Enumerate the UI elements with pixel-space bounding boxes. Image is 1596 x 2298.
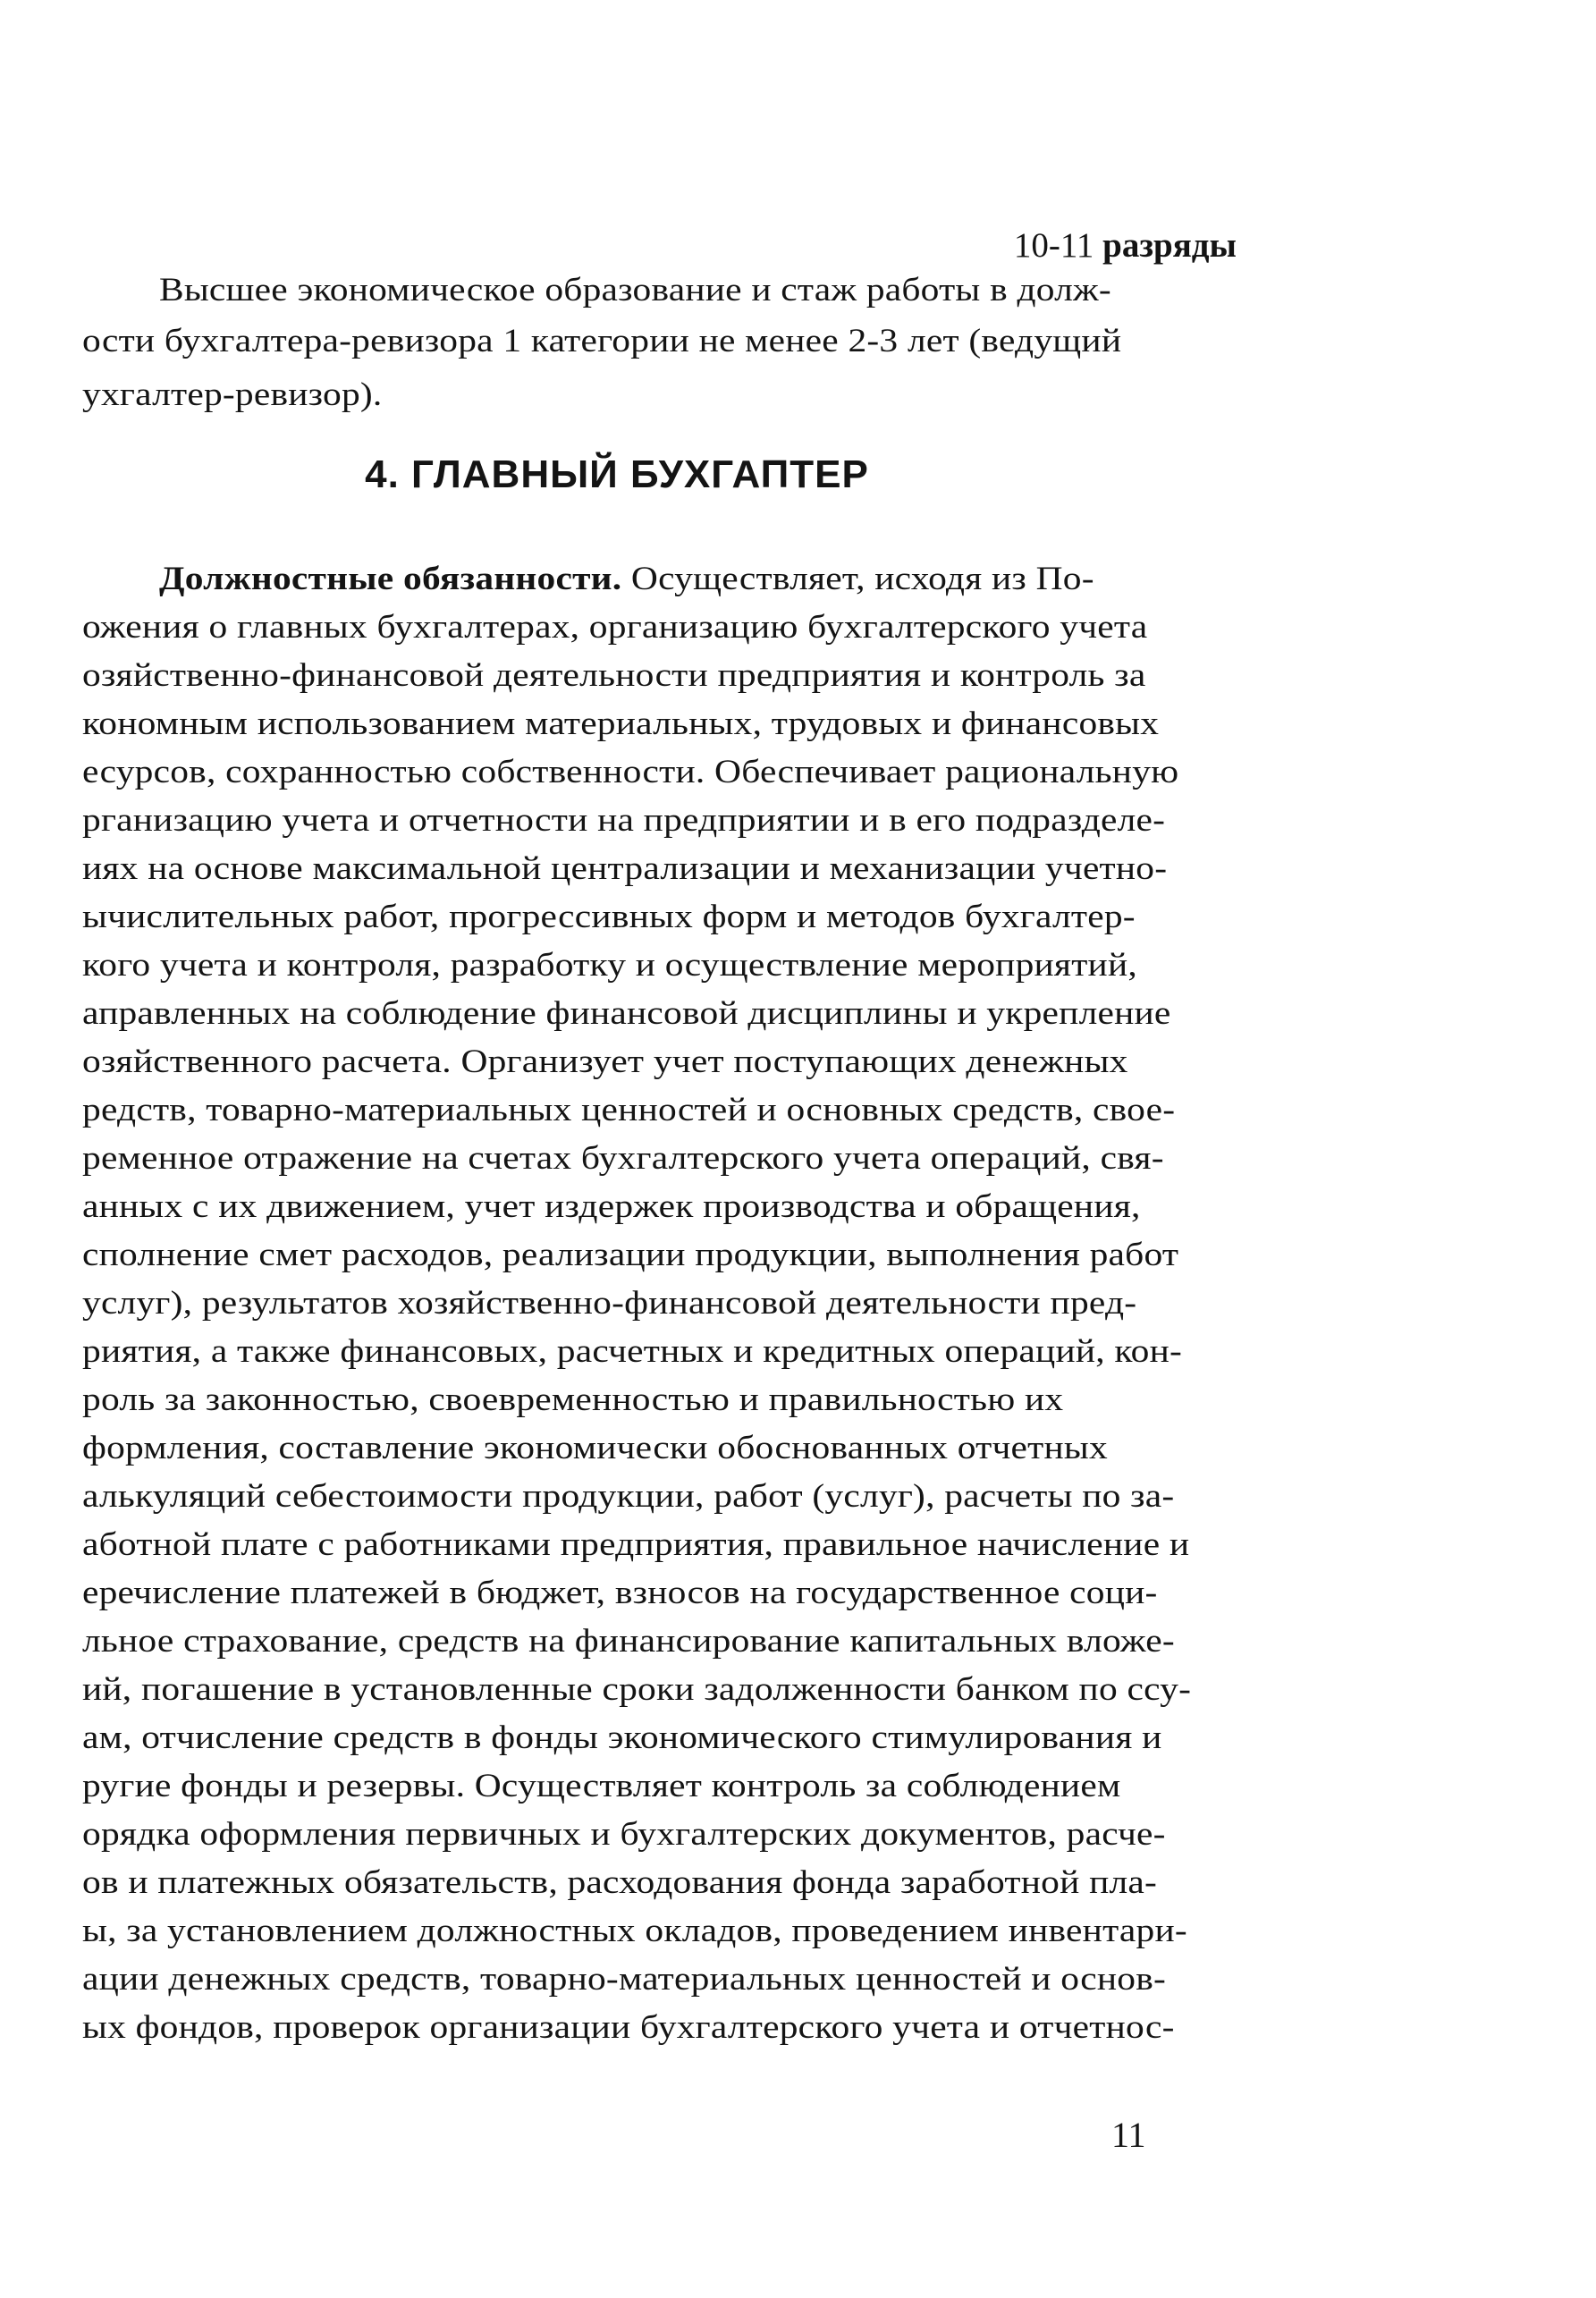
duties-line: риятия, а также финансовых, расчетных и кредитных операций, кон- bbox=[82, 1333, 1183, 1370]
duties-lead: Должностные обязанности. bbox=[159, 561, 622, 597]
duties-line: ий, погашение в установленные сроки задолженности банком по ссу- bbox=[82, 1671, 1192, 1708]
section-title: 4. ГЛАВНЫЙ БУХГАПТЕР bbox=[365, 452, 869, 496]
duties-line: ых фондов, проверок организации бухгалтерского учета и отчетнос- bbox=[82, 2009, 1175, 2046]
duties-line: ременное отражение на счетах бухгалтерского учета операций, свя- bbox=[82, 1140, 1164, 1177]
duties-line: алькуляций себестоимости продукции, работ (услуг), расчеты по за- bbox=[82, 1478, 1175, 1515]
duties-first-line bbox=[159, 560, 1094, 599]
duties-line: ругие фонды и резервы. Осуществляет контроль за соблюдением bbox=[82, 1768, 1121, 1804]
duties-line: озяйственного расчета. Организует учет поступающих денежных bbox=[82, 1043, 1128, 1080]
duties-line: озяйственно-финансовой деятельности предприятия и контроль за bbox=[82, 657, 1146, 694]
duties-line: ычислительных работ, прогрессивных форм и методов бухгалтер- bbox=[82, 899, 1136, 935]
rank-heading bbox=[1014, 225, 1237, 266]
duties-line: анных с их движением, учет издержек производства и обращения, bbox=[82, 1188, 1141, 1225]
page-number: 11 bbox=[1111, 2115, 1146, 2155]
requirements-line: Высшее экономическое образование и стаж работы в долж- bbox=[159, 272, 1111, 308]
duties-line: ожения о главных бухгалтерах, организацию бухгалтерского учета bbox=[82, 609, 1148, 646]
requirements-line: ухгалтер-ревизор). bbox=[82, 376, 383, 413]
duties-line: кономным использованием материальных, трудовых и финансовых bbox=[82, 705, 1160, 742]
rank-label: разряды bbox=[1102, 226, 1237, 265]
duties-line: ы, за установлением должностных окладов, проведением инвентари- bbox=[82, 1913, 1187, 1949]
duties-line: еречисление платежей в бюджет, взносов на государственное соци- bbox=[82, 1575, 1158, 1611]
duties-first-line-rest: Осуществляет, исходя из По- bbox=[621, 561, 1094, 597]
duties-line: услуг), результатов хозяйственно-финансовой деятельности пред- bbox=[82, 1285, 1137, 1322]
duties-line: льное страхование, средств на финансирование капитальных вложе- bbox=[82, 1623, 1175, 1660]
rank-number: 10-11 bbox=[1013, 226, 1094, 265]
requirements-line: ости бухгалтера-ревизора 1 категории не менее 2-3 лет (ведущий bbox=[82, 323, 1122, 359]
duties-line: роль за законностью, своевременностью и правильностью их bbox=[82, 1381, 1064, 1418]
duties-line: кого учета и контроля, разработку и осуществление мероприятий, bbox=[82, 947, 1137, 984]
duties-line: сполнение смет расходов, реализации продукции, выполнения работ bbox=[82, 1237, 1179, 1273]
duties-line: формления, составление экономически обоснованных отчетных bbox=[82, 1430, 1108, 1466]
duties-line: аправленных на соблюдение финансовой дисциплины и укрепление bbox=[82, 995, 1171, 1032]
duties-line: орядка оформления первичных и бухгалтерских документов, расче- bbox=[82, 1816, 1166, 1853]
duties-line: рганизацию учета и отчетности на предприятии и в его подразделе- bbox=[82, 802, 1166, 839]
duties-line: есурсов, сохранностью собственности. Обеспечивает рациональную bbox=[82, 754, 1179, 790]
duties-line: ам, отчисление средств в фонды экономического стимулирования и bbox=[82, 1719, 1162, 1756]
duties-line: ов и платежных обязательств, расходования фонда заработной пла- bbox=[82, 1864, 1158, 1901]
duties-line: ации денежных средств, товарно-материальных ценностей и основ- bbox=[82, 1961, 1167, 1998]
duties-line: иях на основе максимальной централизации и механизации учетно- bbox=[82, 850, 1168, 887]
duties-line: редств, товарно-материальных ценностей и основных средств, свое- bbox=[82, 1092, 1176, 1128]
duties-line: аботной плате с работниками предприятия, правильное начисление и bbox=[82, 1526, 1190, 1563]
